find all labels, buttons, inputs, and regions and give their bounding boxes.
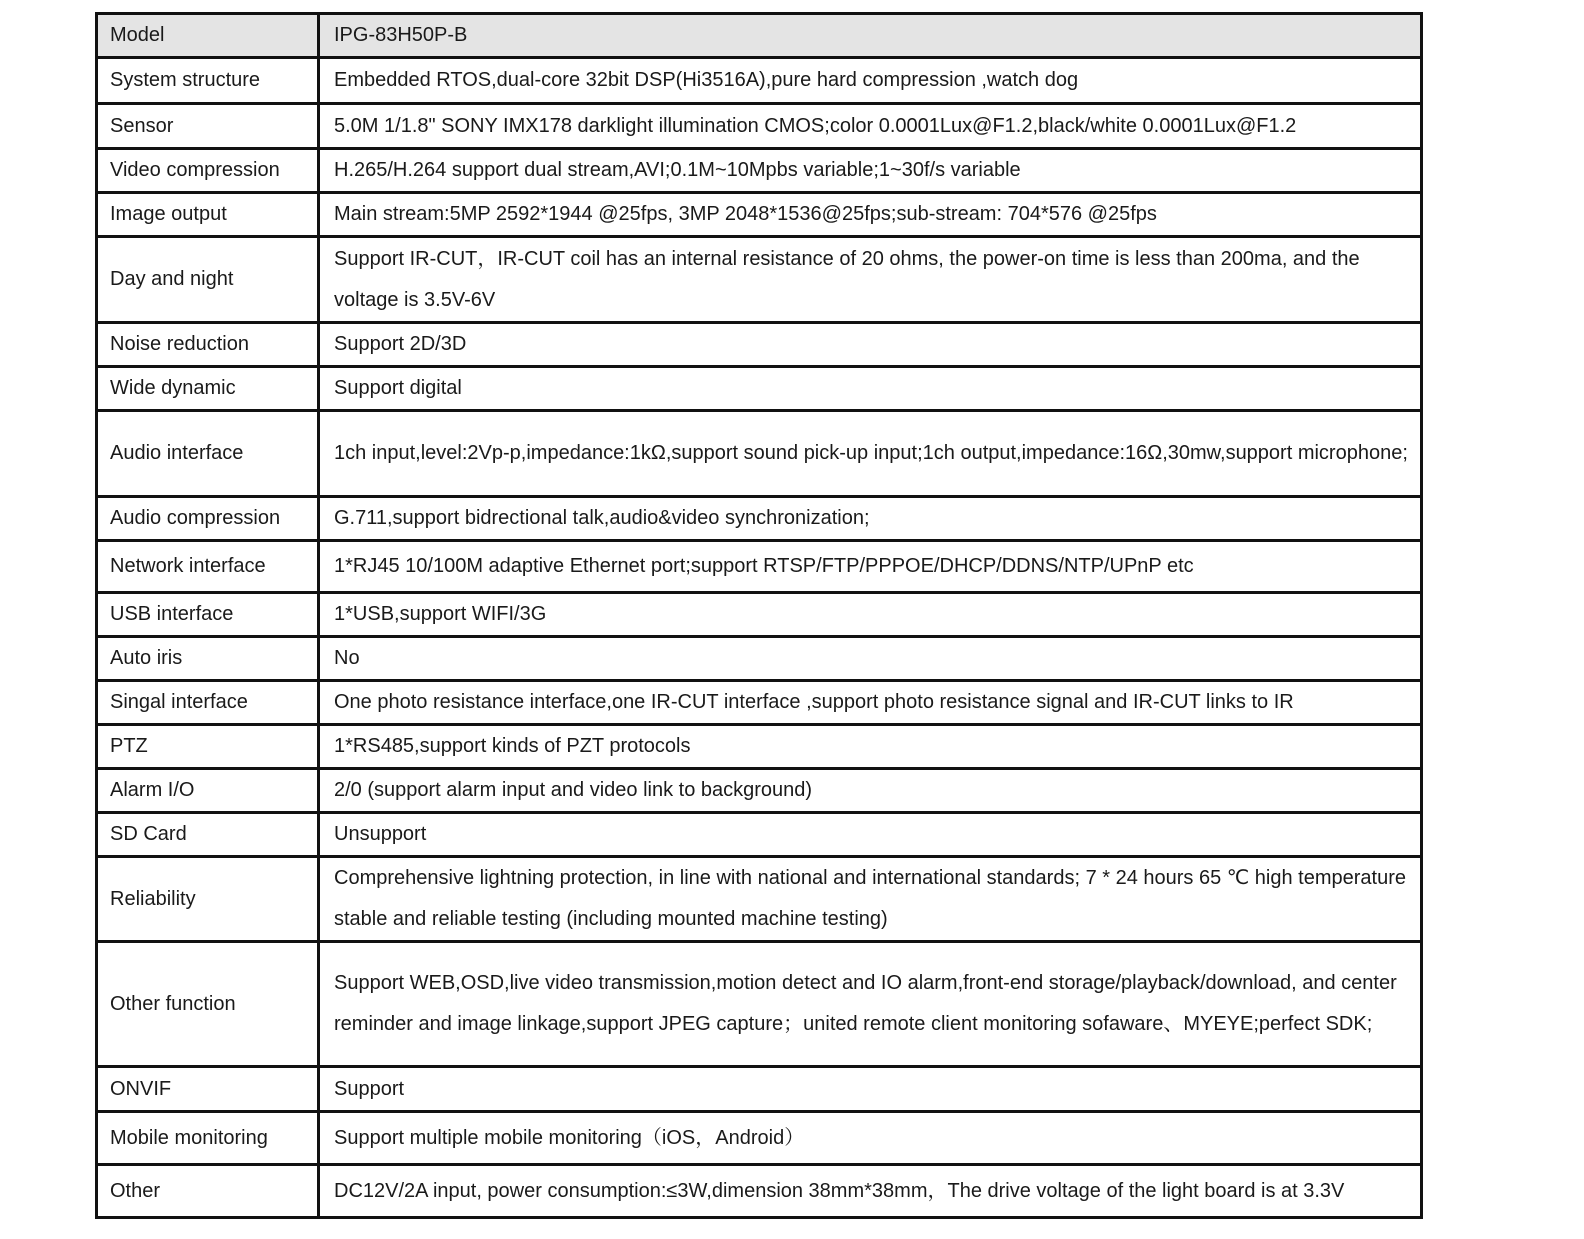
row-value: IPG-83H50P-B [319, 14, 1422, 58]
row-label: Audio interface [97, 411, 319, 497]
table-row [97, 769, 1422, 813]
row-value: Main stream:5MP 2592*1944 @25fps, 3MP 2048*1536@25fps;sub-stream: 704*576 @25fps [319, 193, 1422, 237]
row-value: 5.0M 1/1.8" SONY IMX178 darklight illumination CMOS;color 0.0001Lux@F1.2,black/white 0.0001Lux@F1.2 [319, 104, 1422, 149]
row-label: Audio compression [97, 497, 319, 541]
row-value: Comprehensive lightning protection, in line with national and international standards; 7 * 24 hours 65 ℃ high temperature stable and reliable testing (including mounted machine testing) [319, 857, 1422, 942]
spec-table [95, 12, 1423, 1219]
row-label: USB interface [97, 593, 319, 637]
row-label: Sensor [97, 104, 319, 149]
table-row [97, 149, 1422, 193]
row-value: 2/0 (support alarm input and video link to background) [319, 769, 1422, 813]
row-value: Support 2D/3D [319, 323, 1422, 367]
table-row [97, 813, 1422, 857]
row-label: Network interface [97, 541, 319, 593]
row-label: Other [97, 1165, 319, 1218]
row-value: Support [319, 1067, 1422, 1112]
row-value: Support digital [319, 367, 1422, 411]
table-row [97, 593, 1422, 637]
row-value: Support IR-CUT，IR-CUT coil has an internal resistance of 20 ohms, the power-on time is less than 200ma, and the voltage is 3.5V-6V [319, 237, 1422, 323]
row-label: Auto iris [97, 637, 319, 681]
row-label: ONVIF [97, 1067, 319, 1112]
row-label: Singal interface [97, 681, 319, 725]
table-row [97, 411, 1422, 497]
row-value: 1*RS485,support kinds of PZT protocols [319, 725, 1422, 769]
table-row [97, 497, 1422, 541]
table-row [97, 367, 1422, 411]
table-row [97, 681, 1422, 725]
row-value: H.265/H.264 support dual stream,AVI;0.1M~10Mpbs variable;1~30f/s variable [319, 149, 1422, 193]
row-label: PTZ [97, 725, 319, 769]
row-value: Support multiple mobile monitoring（iOS，Android） [319, 1112, 1422, 1165]
row-value: 1ch input,level:2Vp-p,impedance:1kΩ,support sound pick-up input;1ch output,impedance:16Ω,30mw,support microphone; [319, 411, 1422, 497]
row-value: DC12V/2A input, power consumption:≤3W,dimension 38mm*38mm，The drive voltage of the light board is at 3.3V [319, 1165, 1422, 1218]
row-label: Image output [97, 193, 319, 237]
table-row [97, 1112, 1422, 1165]
row-label: SD Card [97, 813, 319, 857]
table-row [97, 725, 1422, 769]
table-row [97, 323, 1422, 367]
row-label: Model [97, 14, 319, 58]
table-row-model [97, 14, 1422, 58]
row-label: Wide dynamic [97, 367, 319, 411]
table-row [97, 857, 1422, 942]
table-row [97, 1165, 1422, 1218]
row-value: Embedded RTOS,dual-core 32bit DSP(Hi3516A),pure hard compression ,watch dog [319, 58, 1422, 104]
row-label: Other function [97, 942, 319, 1067]
table-row [97, 104, 1422, 149]
row-label: Noise reduction [97, 323, 319, 367]
row-value: One photo resistance interface,one IR-CUT interface ,support photo resistance signal and IR-CUT links to IR [319, 681, 1422, 725]
row-value: Support WEB,OSD,live video transmission,motion detect and IO alarm,front-end storage/playback/download, and center reminder and image linkage,support JPEG capture；united remote client monitoring sofaware、MYEYE;perfect SDK; [319, 942, 1422, 1067]
row-value: Unsupport [319, 813, 1422, 857]
table-row [97, 237, 1422, 323]
row-label: Alarm I/O [97, 769, 319, 813]
table-row [97, 541, 1422, 593]
table-row [97, 193, 1422, 237]
row-label: Mobile monitoring [97, 1112, 319, 1165]
row-value: G.711,support bidrectional talk,audio&video synchronization; [319, 497, 1422, 541]
table-row [97, 942, 1422, 1067]
row-label: System structure [97, 58, 319, 104]
table-row [97, 58, 1422, 104]
row-label: Video compression [97, 149, 319, 193]
table-row [97, 637, 1422, 681]
row-label: Day and night [97, 237, 319, 323]
row-value: 1*USB,support WIFI/3G [319, 593, 1422, 637]
row-value: 1*RJ45 10/100M adaptive Ethernet port;support RTSP/FTP/PPPOE/DHCP/DDNS/NTP/UPnP etc [319, 541, 1422, 593]
row-value: No [319, 637, 1422, 681]
row-label: Reliability [97, 857, 319, 942]
table-row [97, 1067, 1422, 1112]
